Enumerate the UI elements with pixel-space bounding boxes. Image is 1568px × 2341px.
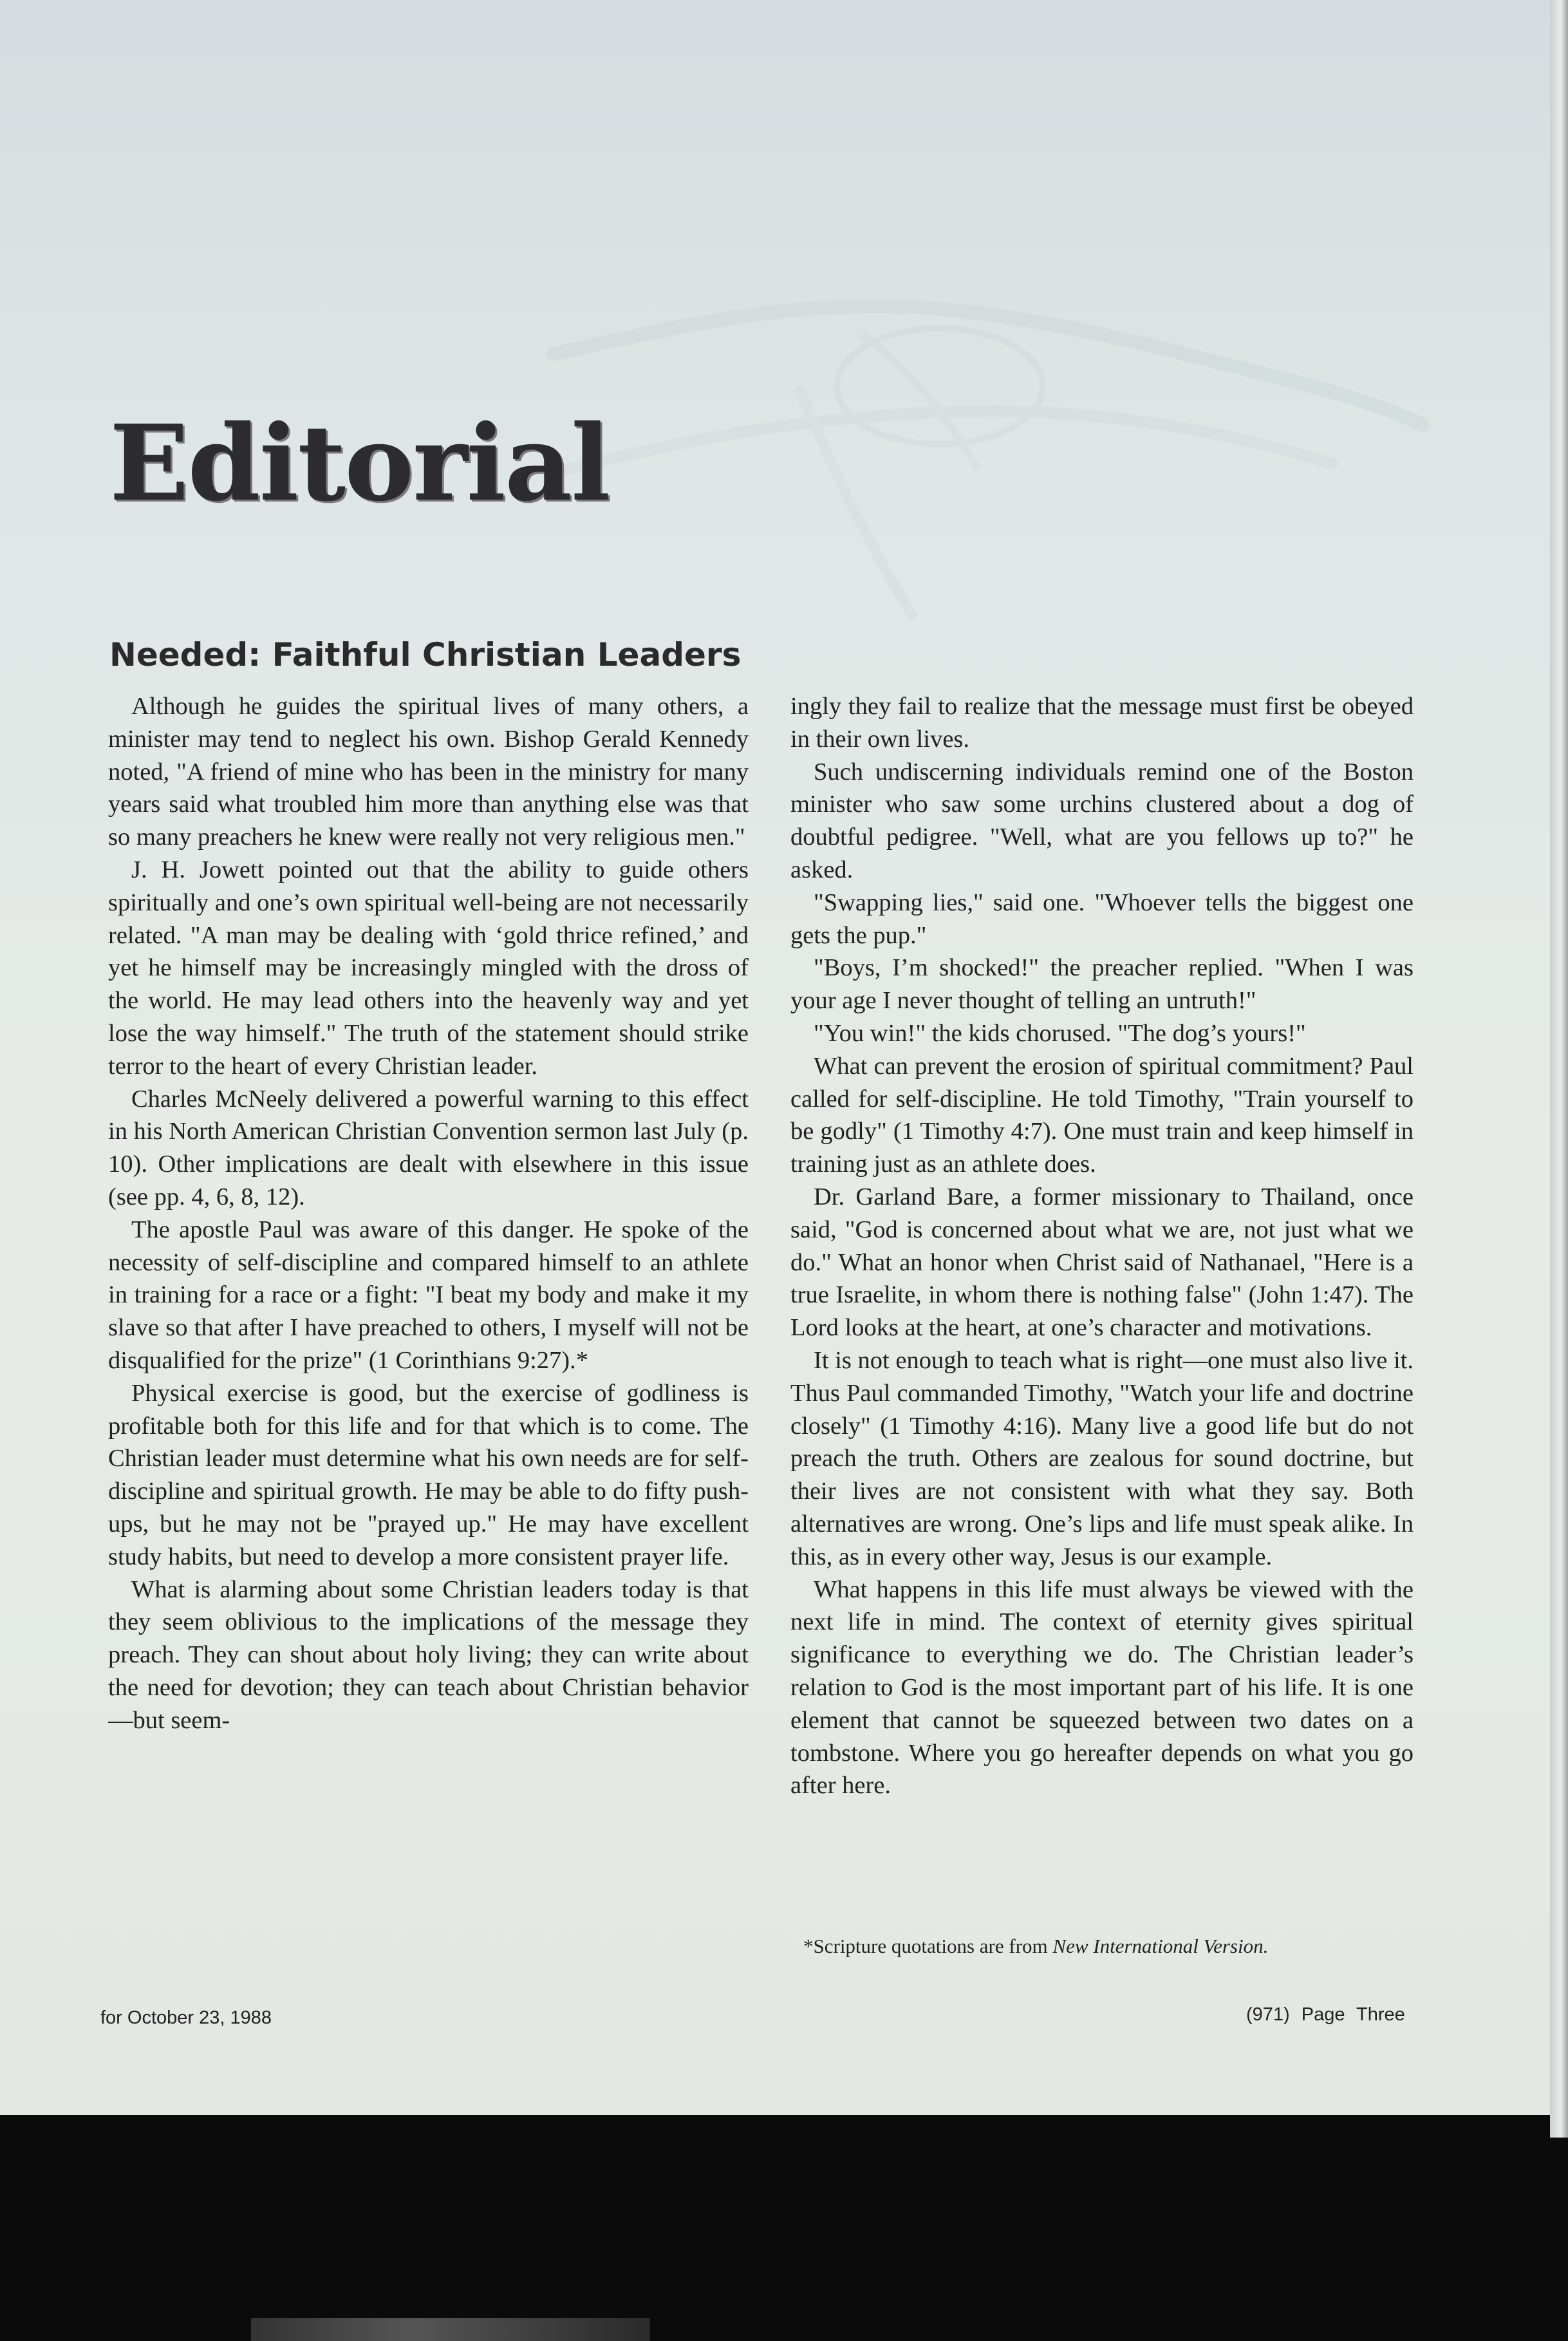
paragraph: Charles McNeely delivered a powerful warning to this effect in his North American Christian Convention sermon last July (p. 10). Other implications are dealt with elsewhere in this issue (see pp. 4, 6, 8, 12). xyxy=(108,1085,749,1210)
page-number: (971) xyxy=(1246,2004,1290,2025)
footnote-source: New International Version. xyxy=(1052,1935,1269,1957)
paragraph: Although he guides the spiritual lives of many others, a minister may tend to neglect his own. Bishop Gerald Kennedy noted, "A friend of mine who has been in the ministry for many years said what troubled him more than anything else was that so many preachers he knew were really not very religious men." xyxy=(108,693,749,851)
scanner-strip xyxy=(251,2318,650,2341)
article-headline: Needed: Faithful Christian Leaders xyxy=(109,636,742,673)
section-title: Editorial xyxy=(109,402,610,525)
page-edge xyxy=(1550,0,1568,2138)
footnote-prefix: *Scripture quotations are from xyxy=(803,1935,1053,1957)
article-left-column xyxy=(108,690,749,1737)
paragraph: "You win!" the kids chorused. "The dog’s yours!" xyxy=(814,1019,1306,1047)
paragraph: Such undiscerning individuals remind one of the Boston minister who saw some urchins clustered about a dog of doubtful pedigree. "Well, what are you fellows up to?" he asked. xyxy=(790,758,1414,883)
page-label: Page Three xyxy=(1301,2004,1405,2025)
article-right-column xyxy=(790,690,1414,1802)
praying-hands-watermark xyxy=(528,258,1429,657)
paragraph: What can prevent the erosion of spiritual commitment? Paul called for self-discipline. He told Timothy, "Train yourself to be godly" (1 Timothy 4:7). One must train and keep himself in training just as an athlete does. xyxy=(790,1052,1414,1178)
paragraph: What is alarming about some Christian leaders today is that they seem oblivious to the implications of the message they preach. They can shout about holy living; they can write about the need for devotion; they can teach about Christian behavior—but seem- xyxy=(108,1575,749,1734)
paragraph: Dr. Garland Bare, a former missionary to Thailand, once said, "God is concerned about what we are, not just what we do." What an honor when Christ said of Nathanael, "Here is a true Israelite, in whom there is nothing false" (John 1:47). The Lord looks at the heart, at one’s character and motivations. xyxy=(790,1183,1414,1342)
paragraph: It is not enough to teach what is right—one must also live it. Thus Paul commanded Timothy, "Watch your life and doctrine closely" (1 Timothy 4:16). Many live a good life but do not preach the truth. Others are zealous for sound doctrine, but their lives are not consistent with what they say. Both alternatives are wrong. One’s lips and life must speak alike. In this, as in every other way, Jesus is our example. xyxy=(790,1346,1414,1570)
paragraph: Physical exercise is good, but the exercise of godliness is profitable both for this life and for that which is to come. The Christian leader must determine what his own needs are for self-discipline and spiritual growth. He may be able to do fifty push-ups, but he may not be "prayed up." He may have excellent study habits, but need to develop a more consistent prayer life. xyxy=(108,1379,749,1570)
paragraph: The apostle Paul was aware of this danger. He spoke of the necessity of self-discipline and compared himself to an athlete in training for a race or a fight: "I beat my body and make it my slave so that after I have preached to others, I myself will not be disqualified for the prize" (1 Corinthians 9:27).* xyxy=(108,1216,749,1374)
paragraph-continued: ingly they fail to realize that the message must first be obeyed in their own lives. xyxy=(790,693,1414,753)
paragraph: J. H. Jowett pointed out that the ability to guide others spiritually and one’s own spiritual well-being are not necessarily related. "A man may be dealing with ‘gold thrice refined,’ and yet he himself may be increasingly mingled with the dross of the world. He may lead others into the heavenly way and yet lose the way himself." The truth of the statement should strike terror to the heart of every Christian leader. xyxy=(108,856,749,1080)
paragraph: "Boys, I’m shocked!" the preacher replied. "When I was your age I never thought of telling an untruth!" xyxy=(790,954,1414,1015)
issue-date: for October 23, 1988 xyxy=(100,2007,272,2028)
page-folio xyxy=(1246,2004,1405,2026)
paragraph: "Swapping lies," said one. "Whoever tells the biggest one gets the pup." xyxy=(790,888,1414,949)
paragraph: What happens in this life must always be viewed with the next life in mind. The context of eternity gives spiritual significance to everything we do. The Christian leader’s relation to God is the most important part of his life. It is one element that cannot be squeezed between two dates on a tombstone. Where you go hereafter depends on what you go after here. xyxy=(790,1575,1414,1800)
scripture-footnote xyxy=(803,1935,1415,1958)
